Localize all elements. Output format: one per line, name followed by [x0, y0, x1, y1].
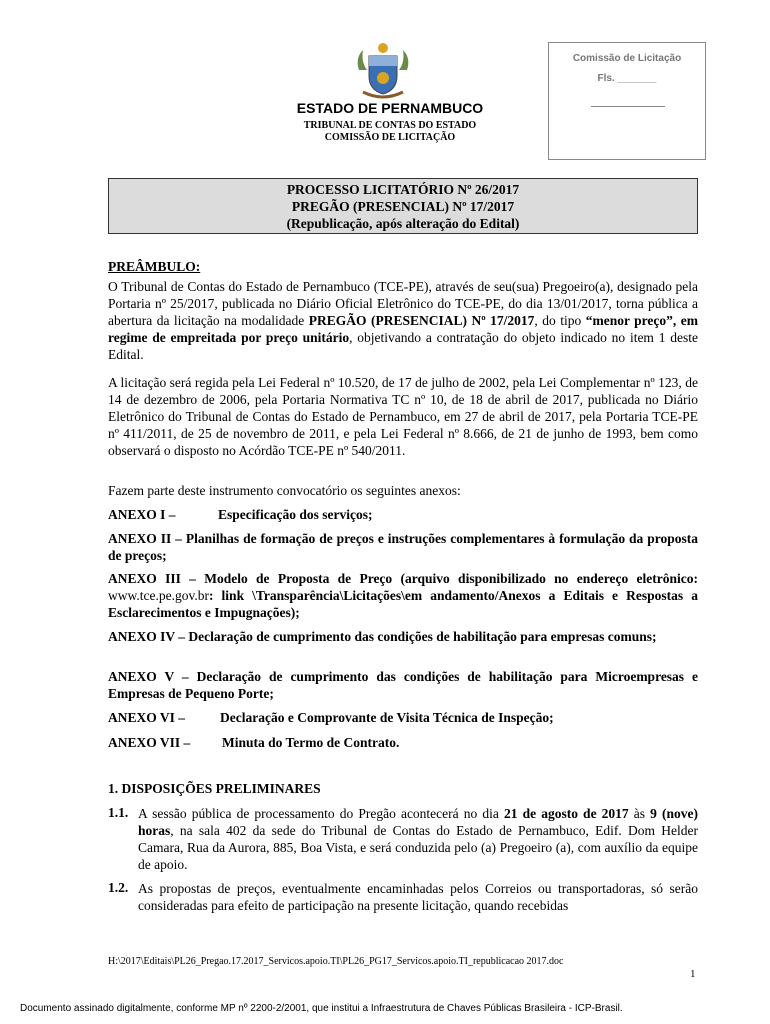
digital-signature-note: Documento assinado digitalmente, conforme MP nº 2200-2/2001, que institui a Infraestrutura de Chaves Públicas Brasileira - ICP-Brasil. — [20, 1003, 623, 1014]
stamp-label: Comissão de Licitação — [572, 53, 682, 64]
annex-3: ANEXO III – Modelo de Proposta de Preço (arquivo disponibilizado no endereço eletrônico: www.tce.pe.gov.br: link \Transparência\Licitações\em andamento/Anexos a Editais e Respostas a Esclarecimentos e Impugnações); — [108, 571, 698, 620]
annex-2: ANEXO II – Planilhas de formação de preços e instruções complementares à formulação da proposta de preços; — [108, 531, 698, 563]
title-process: PROCESSO LICITATÓRIO Nº 26/2017 — [286, 182, 520, 197]
annex-1: ANEXO I – Especificação dos serviços; — [108, 507, 373, 522]
preamble-paragraph-1: O Tribunal de Contas do Estado de Pernambuco (TCE-PE), através de seu(sua) Pregoeiro(a), designado pela Portaria nº 25/2017, publicada no Diário Oficial Eletrônico do TCE-PE, do dia 13/01/2017, torna pública a abertura da licitação na modalidade PREGÃO (PRESENCIAL) Nº 17/2017, do tipo “menor preço”, em regime de empreitada por preço unitário, objetivando a contratação do objeto indicado no item 1 deste Edital. — [108, 279, 698, 362]
preamble-paragraph-2: A licitação será regida pela Lei Federal nº 10.520, de 17 de julho de 2002, pela Lei Complementar nº 123, de 14 de dezembro de 2006, pela Portaria Normativa TC nº 10, de 18 de abril de 2017, publicada no Diário Eletrônico do Tribunal de Contas do Estado de Pernambuco, em 27 de abril de 2017, pela Portaria TCE-PE nº 411/2011, de 25 de novembro de 2011, e pela Lei Federal nº 8.666, de 21 de junho de 1993, bem como observará o disposto no Acórdão TCE-PE nº 540/2011. — [108, 375, 698, 458]
preamble-paragraph-3: Fazem parte deste instrumento convocatório os seguintes anexos: — [108, 483, 461, 498]
item-1-1-text: A sessão pública de processamento do Pregão acontecerá no dia 21 de agosto de 2017 às 9 (nove) horas, na sala 402 da sede do Tribunal de Contas do Estado de Pernambuco, Edif. Dom Helder Camara, Rua da Aurora, 885, Boa Vista, e será conduzida pelo (a) Pregoeiro (a), com auxílio da equipe de apoio. — [138, 806, 698, 872]
header-state: ESTADO DE PERNAMBUCO — [296, 100, 484, 116]
stamp-fls: Fls. _______ — [597, 73, 657, 84]
header-commission: COMISSÃO DE LICITAÇÃO — [324, 132, 456, 143]
item-1-2-number: 1.2. — [108, 880, 129, 895]
annex-5: ANEXO V – Declaração de cumprimento das condições de habilitação para Microempresas e Empresas de Pequeno Porte; — [108, 669, 698, 701]
annex-4: ANEXO IV – Declaração de cumprimento das condições de habilitação para empresas comuns; — [108, 629, 657, 644]
title-pregao: PREGÃO (PRESENCIAL) Nº 17/2017 — [291, 199, 515, 214]
process-title-box — [108, 178, 698, 234]
section-1-heading: 1. DISPOSIÇÕES PRELIMINARES — [108, 781, 321, 796]
title-republication: (Republicação, após alteração do Edital) — [286, 216, 520, 231]
item-1-2-text: As propostas de preços, eventualmente encaminhadas pelos Correios ou transportadoras, só serão consideradas para efeito de participação na presente licitação, quando recebidas — [138, 881, 698, 913]
annex-6: ANEXO VI – Declaração e Comprovante de Visita Técnica de Inspeção; — [108, 710, 554, 725]
page-number: 1 — [690, 968, 696, 980]
item-1-1-number: 1.1. — [108, 805, 129, 820]
coat-of-arms-icon — [353, 40, 413, 102]
annex-7: ANEXO VII – Minuta do Termo de Contrato. — [108, 735, 400, 750]
preamble-heading: PREÂMBULO: — [108, 259, 201, 274]
header-tribunal: TRIBUNAL DE CONTAS DO ESTADO — [303, 120, 477, 131]
stamp-signature-line — [591, 106, 665, 107]
protocol-stamp-box — [548, 42, 706, 160]
footer-file-path: H:\2017\Editais\PL26_Pregao.17.2017_Servicos.apoio.TI\PL26_PG17_Servicos.apoio.TI_republicacao 2017.doc — [108, 956, 564, 967]
